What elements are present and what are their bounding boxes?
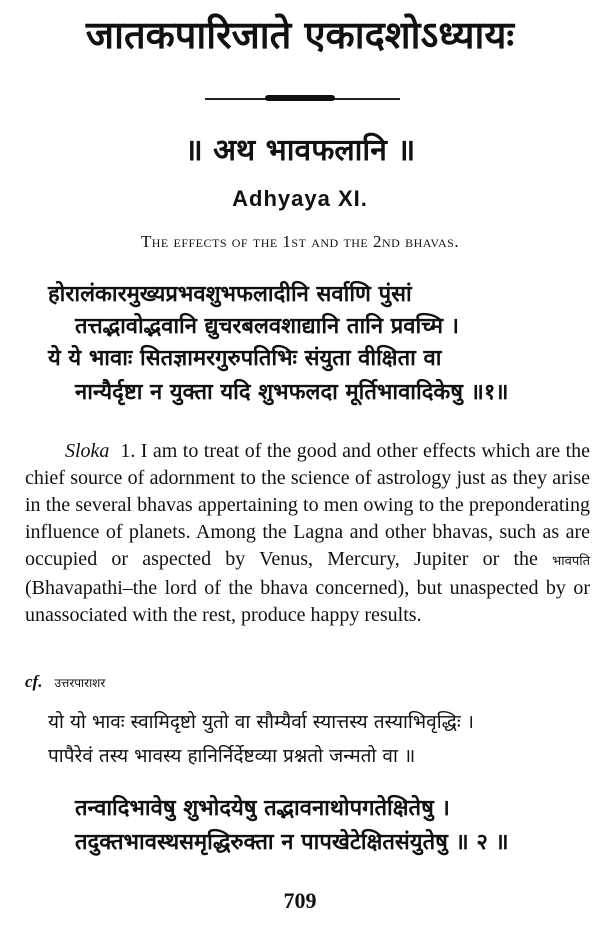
- reference-source: उत्तरपाराशर: [54, 676, 106, 690]
- cf-label: cf.: [25, 672, 43, 691]
- page-number: 709: [283, 888, 317, 913]
- page-title: जातकपारिजाते एकादशोऽध्यायः: [85, 13, 515, 57]
- sloka-label: Sloka: [65, 440, 110, 462]
- translation-text: I am to treat of the good and other effects which are the chief source of adornment to the science of astrology just as they arise in the several bhavas appertaining to men owing to the preponderating influence of planets. Among the Lagna and other bhavas, such as are occupied or aspected by Venus, Mercury, Jupiter or the: [25, 440, 591, 570]
- cross-reference: [25, 672, 105, 692]
- section-heading: The effects of the 1st and the 2nd bhavas.: [140, 232, 460, 251]
- verse-line: तदुक्तभावस्थसमृद्धिरुक्ता न पापखेटेक्षितसंयुतेषु ॥ २ ॥: [75, 830, 509, 855]
- verse-line: तत्तद्भावोद्भवानि द्युचरबलवशाद्यानि तानि प्रवच्मि ।: [75, 314, 460, 339]
- sloka-number: 1.: [120, 440, 136, 462]
- verse-line: होरालंकारमुख्यप्रभवशुभफलादीनि सर्वाणि पुंसां: [48, 282, 412, 307]
- verse-line: ये ये भावाः सितज्ञामरगुरुपतिभिः संयुता वीक्षिता वा: [48, 346, 442, 371]
- reference-line: यो यो भावः स्वामिदृष्टो युतो वा सौम्यैर्वा स्यात्तस्य तस्याभिवृद्धिः ।: [48, 711, 474, 733]
- inline-sanskrit: भावपति: [552, 554, 590, 569]
- section-subtitle: ॥ अथ भावफलानि ॥: [184, 133, 416, 168]
- translation-paragraph: [25, 438, 590, 629]
- verse-line: नान्यैर्दृष्टा न युक्ता यदि शुभफलदा मूर्तिभावादिकेषु ॥१॥: [75, 380, 509, 405]
- reference-line: पापैरेवं तस्य भावस्य हानिर्निर्देष्टव्या प्रश्नतो जन्मतो वा ॥: [48, 745, 416, 767]
- translation-text: (Bhavapathi–the lord of the bhava concerned), but unaspected by or unassociated with the rest, produce happy results.: [25, 577, 590, 626]
- divider-ornament: [265, 95, 335, 101]
- chapter-heading: Adhyaya XI.: [232, 186, 368, 211]
- verse-line: तन्वादिभावेषु शुभोदयेषु तद्भावनाथोपगतेक्षितेषु ।: [75, 796, 450, 821]
